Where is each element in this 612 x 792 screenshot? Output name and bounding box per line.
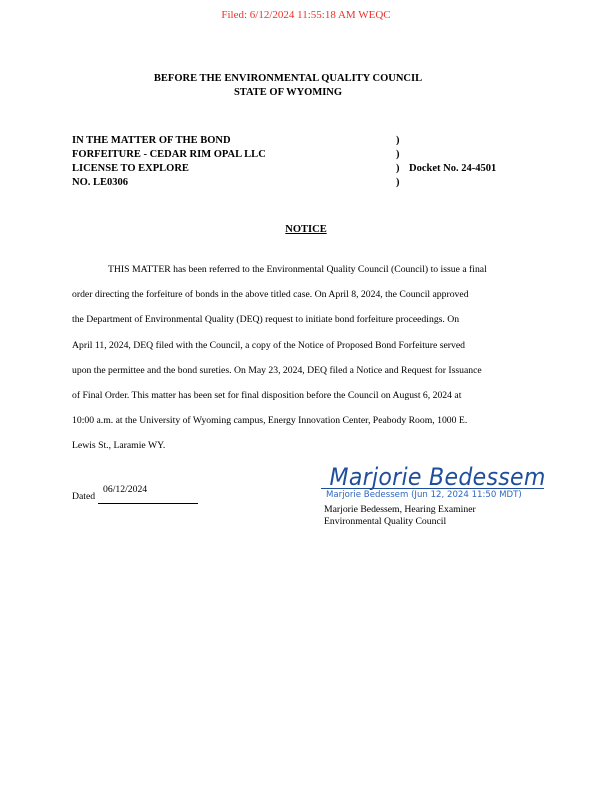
court-name: BEFORE THE ENVIRONMENTAL QUALITY COUNCIL [153, 73, 423, 84]
signature-timestamp: Marjorie Bedessem (Jun 12, 2024 11:50 MDT) [326, 490, 522, 500]
caption-paren: ) [396, 177, 400, 188]
signer-organization: Environmental Quality Council [324, 516, 447, 527]
handwritten-signature [324, 459, 546, 491]
signature-line [321, 488, 544, 489]
body-line: the Department of Environmental Quality (DEQ) request to initiate bond forfeiture proceedings. On [72, 314, 460, 325]
caption-paren: ) [396, 163, 400, 174]
docket-number: Docket No. 24-4501 [409, 163, 497, 174]
filed-stamp: Filed: 6/12/2024 11:55:18 AM WEQC [221, 9, 391, 21]
caption-line: NO. LE0306 [72, 177, 129, 188]
body-line: Lewis St., Laramie WY. [72, 440, 166, 451]
caption-line: FORFEITURE - CEDAR RIM OPAL LLC [72, 149, 266, 160]
body-line: 10:00 a.m. at the University of Wyoming campus, Energy Innovation Center, Peabody Room, 1000 E. [72, 415, 468, 426]
dated-label: Dated [72, 491, 96, 502]
caption-paren: ) [396, 135, 400, 146]
dated-underline [98, 503, 198, 504]
body-line: of Final Order. This matter has been set for final disposition before the Council on August 6, 2024 at [72, 390, 462, 401]
body-line: upon the permittee and the bond sureties. On May 23, 2024, DEQ filed a Notice and Request for Issuance [72, 365, 482, 376]
body-line: order directing the forfeiture of bonds in the above titled case. On April 8, 2024, the Council approved [72, 289, 469, 300]
court-state: STATE OF WYOMING [233, 87, 343, 98]
signature-script: Marjorie Bedessem [329, 464, 546, 491]
caption-line: IN THE MATTER OF THE BOND [72, 135, 231, 146]
body-line: THIS MATTER has been referred to the Environmental Quality Council (Council) to issue a final [108, 264, 487, 275]
dated-value: 06/12/2024 [103, 484, 148, 495]
caption-paren: ) [396, 149, 400, 160]
body-line: April 11, 2024, DEQ filed with the Council, a copy of the Notice of Proposed Bond Forfeiture served [72, 340, 465, 351]
caption-line: LICENSE TO EXPLORE [72, 163, 189, 174]
notice-title: NOTICE [285, 224, 327, 235]
signer-name-title: Marjorie Bedessem, Hearing Examiner [324, 504, 476, 515]
